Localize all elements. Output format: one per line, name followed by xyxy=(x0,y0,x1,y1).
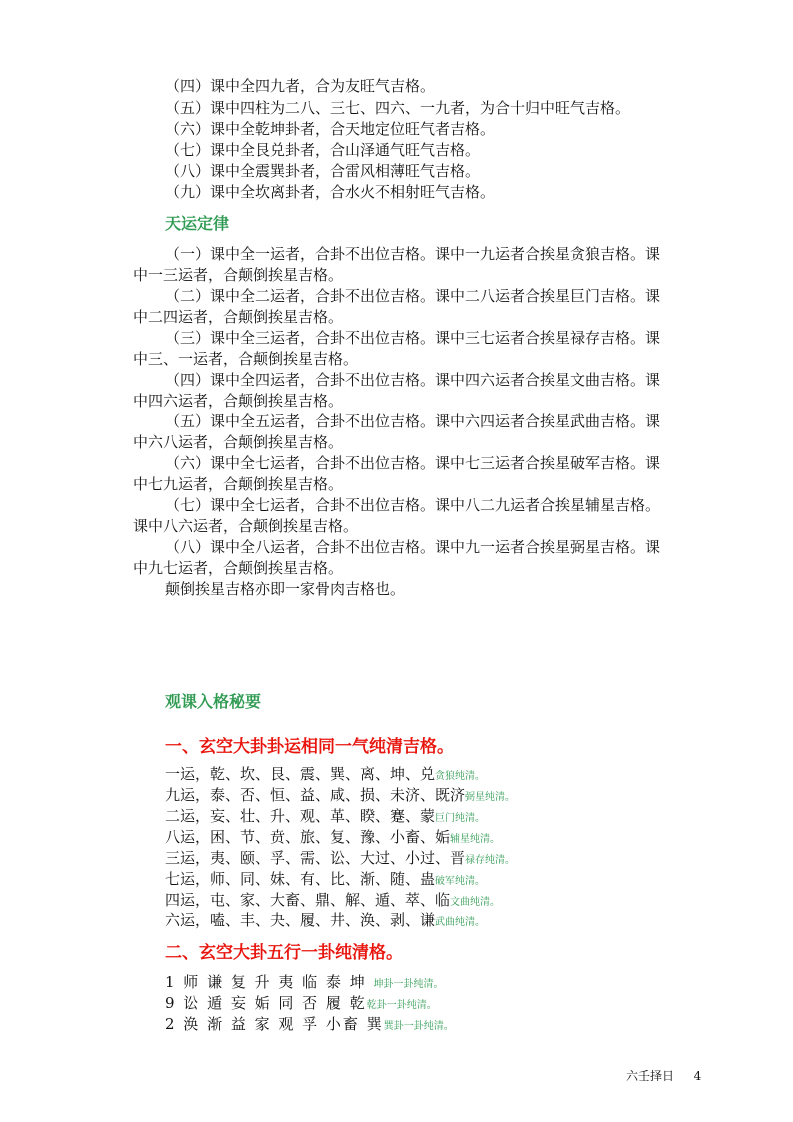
gua-line xyxy=(165,993,437,1016)
footer-title: 六壬择日 xyxy=(626,1069,675,1083)
text-line: 中四六运者，合颠倒挨星吉格。 xyxy=(133,392,344,410)
gua-text: 三运，夷、颐、孚、需、讼、大过、小过、晋 xyxy=(165,849,466,867)
gua-line xyxy=(165,910,485,933)
gua-line xyxy=(165,827,500,850)
text-line: 课中八六运者，合颠倒挨星吉格。 xyxy=(133,517,359,535)
text-line: （五）课中全五运者，合卦不出位吉格。课中六四运者合挨星武曲吉格。课 xyxy=(165,412,661,430)
gua-note: 武曲纯清。 xyxy=(435,917,486,928)
section-heading-tianyun: 天运定律 xyxy=(165,214,230,233)
text-line: （六）课中全乾坤卦者，合天地定位旺气者吉格。 xyxy=(165,120,496,138)
gua-text: 九运，泰、否、恒、益、咸、损、未济、既济 xyxy=(165,786,466,804)
gua-text: 七运，师、同、妹、有、比、渐、随、蛊 xyxy=(165,870,436,888)
text-line: （三）课中全三运者，合卦不出位吉格。课中三七运者合挨星禄存吉格。课 xyxy=(165,329,661,347)
text-line: 中一三运者，合颠倒挨星吉格。 xyxy=(133,266,344,284)
subheading-wuxing-chunqing: 二、玄空大卦五行一卦纯清格。 xyxy=(165,943,403,963)
gua-line xyxy=(165,972,443,995)
gua-note: 辅星纯清。 xyxy=(450,834,501,845)
gua-text: 八运，困、节、贲、旅、复、豫、小畜、姤 xyxy=(165,828,451,846)
text-line: 中三、一运者，合颠倒挨星吉格。 xyxy=(133,350,359,368)
text-line: （四）课中全四运者，合卦不出位吉格。课中四六运者合挨星文曲吉格。课 xyxy=(165,371,661,389)
text-line: （七）课中全七运者，合卦不出位吉格。课中八二九运者合挨星辅星吉格。 xyxy=(165,496,661,514)
gua-line xyxy=(165,869,485,892)
text-line: 中二四运者，合颠倒挨星吉格。 xyxy=(133,308,344,326)
gua-note: 坤卦一卦纯清。 xyxy=(373,979,444,990)
gua-note: 巨门纯清。 xyxy=(435,813,486,824)
gua-note: 乾卦一卦纯清。 xyxy=(366,1000,437,1011)
text-line: （五）课中四柱为二八、三七、四六、一九者，为合十归中旺气吉格。 xyxy=(165,99,631,117)
gua-note: 文曲纯清。 xyxy=(450,897,501,908)
text-line: （七）课中全艮兑卦者，合山泽通气旺气吉格。 xyxy=(165,141,481,159)
gua-line xyxy=(165,848,515,871)
text-line: （八）课中全八运者，合卦不出位吉格。课中九一运者合挨星弼星吉格。课 xyxy=(165,538,661,556)
text-line: （四）课中全四九者，合为友旺气吉格。 xyxy=(165,77,436,95)
gua-text: 六运，嗑、丰、夬、履、井、涣、剥、谦 xyxy=(165,911,436,929)
gua-note: 破军纯清。 xyxy=(435,876,486,887)
text-line: （九）课中全坎离卦者，合水火不相射旺气吉格。 xyxy=(165,183,496,201)
gua-note: 贪狼纯清。 xyxy=(435,771,486,782)
text-line: （一）课中全一运者，合卦不出位吉格。课中一九运者合挨星贪狼吉格。课 xyxy=(165,245,661,263)
gua-text: 二运，妄、壮、升、观、革、睽、蹇、蒙 xyxy=(165,807,436,825)
gua-text: 一运，乾、坎、艮、震、巽、离、坤、兑 xyxy=(165,765,436,783)
text-line: （八）课中全震巽卦者，合雷风相薄旺气吉格。 xyxy=(165,162,481,180)
text-line: （二）课中全二运者，合卦不出位吉格。课中二八运者合挨星巨门吉格。课 xyxy=(165,287,661,305)
page-number: 4 xyxy=(693,1069,702,1083)
gua-note: 巽卦一卦纯清。 xyxy=(383,1021,454,1032)
text-line: （六）课中全七运者，合卦不出位吉格。课中七三运者合挨星破军吉格。课 xyxy=(165,454,661,472)
gua-note: 弼星纯清。 xyxy=(465,792,516,803)
subheading-yiqi-chunqing: 一、玄空大卦卦运相同一气纯清吉格。 xyxy=(165,737,454,757)
text-line: 颠倒挨星吉格亦即一家骨肉吉格也。 xyxy=(165,580,406,598)
page-footer xyxy=(626,1067,701,1084)
gua-note: 禄存纯清。 xyxy=(465,855,516,866)
text-line: 中七九运者，合颠倒挨星吉格。 xyxy=(133,475,344,493)
gua-text: 9 讼 遁 妄 姤 同 否 履 乾 xyxy=(165,994,367,1012)
gua-text: 1 师 谦 复 升 夷 临 泰 坤 xyxy=(165,973,374,991)
section-heading-guanke: 观课入格秘要 xyxy=(165,692,262,711)
text-line: 中六八运者，合颠倒挨星吉格。 xyxy=(133,433,344,451)
gua-text: 2 涣 渐 益 家 观 孚 小畜 巽 xyxy=(165,1015,384,1033)
gua-line xyxy=(165,1014,454,1037)
gua-text: 四运，屯、家、大畜、鼎、解、遁、萃、临 xyxy=(165,891,451,909)
text-line: 中九七运者，合颠倒挨星吉格。 xyxy=(133,559,344,577)
gua-line xyxy=(165,764,485,787)
gua-line xyxy=(165,785,515,808)
gua-line xyxy=(165,806,485,829)
